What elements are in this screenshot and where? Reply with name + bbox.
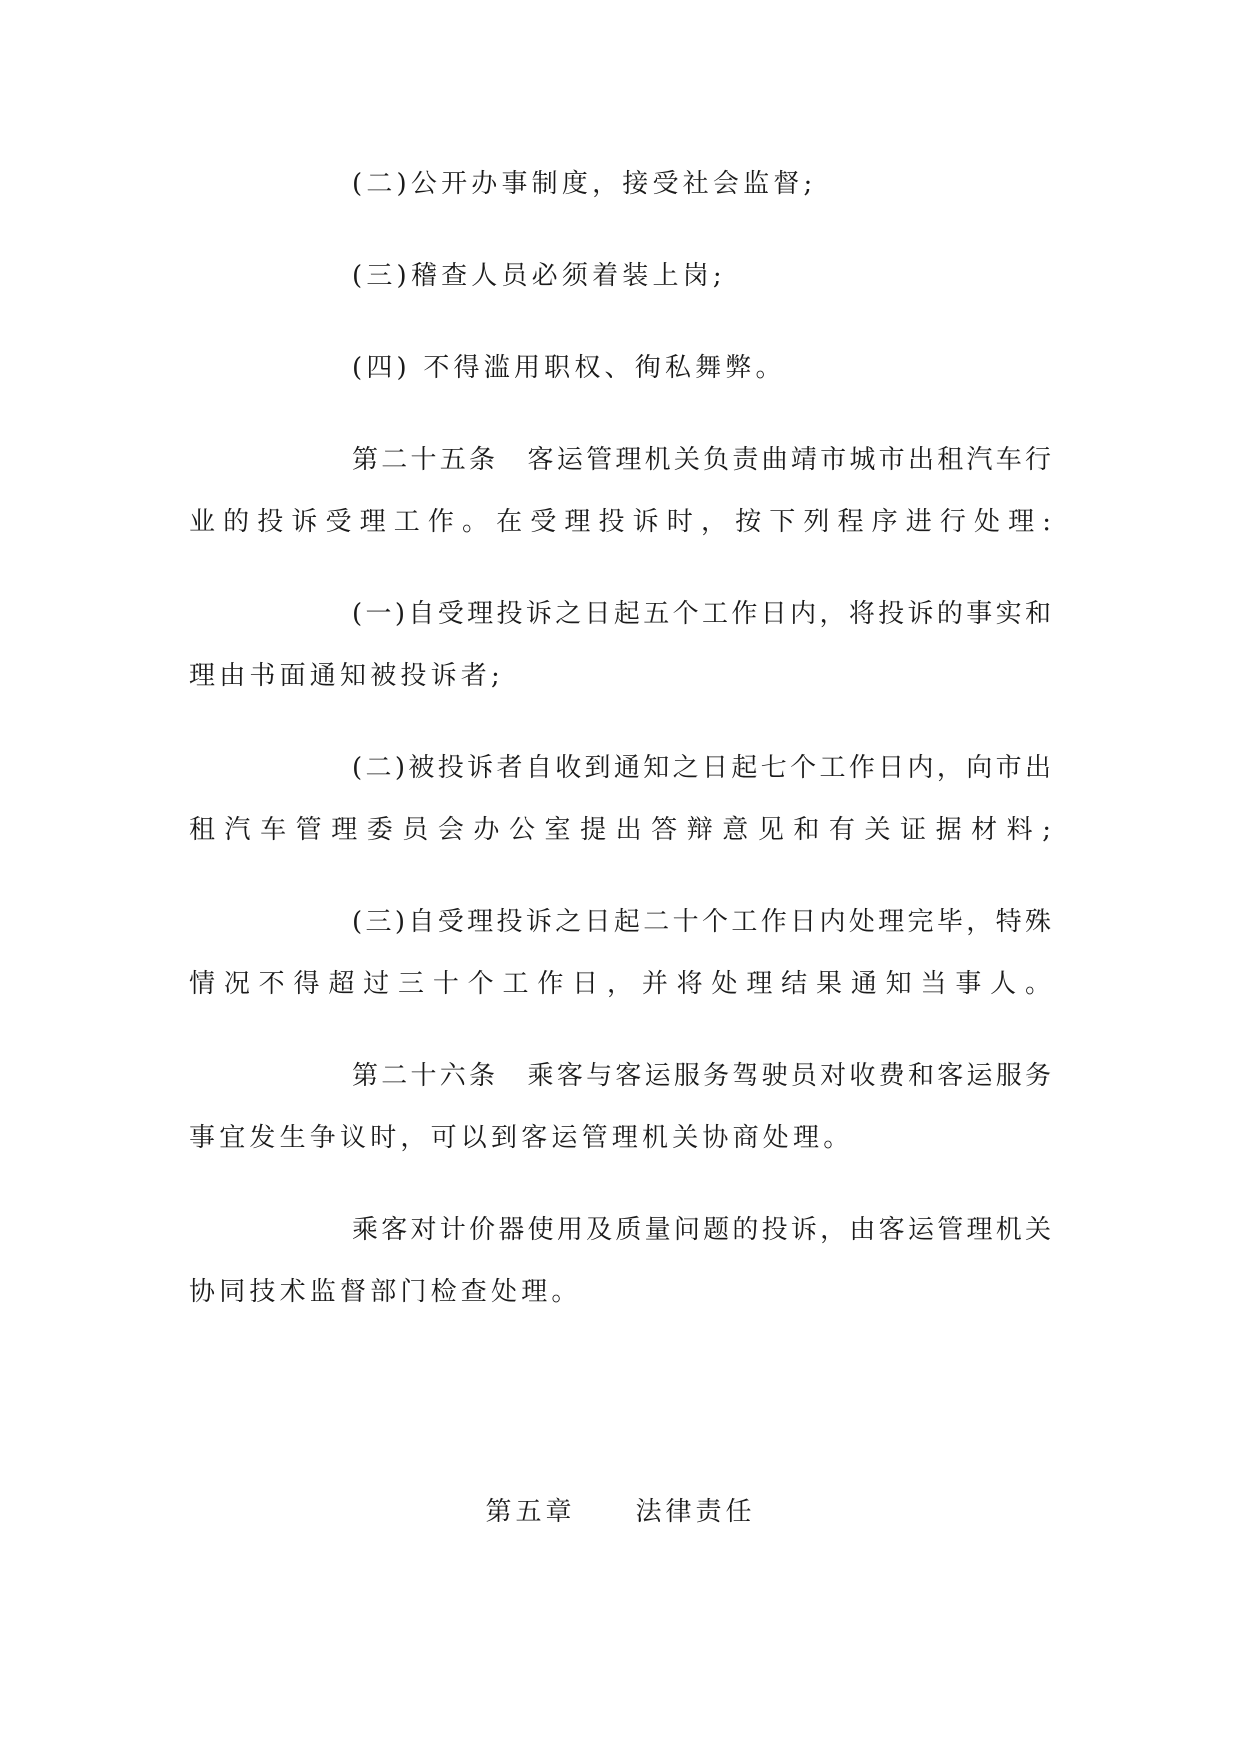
clause-3-uniform: (三)稽查人员必须着装上岗;: [352, 261, 726, 291]
article-25-line-1: 第二十五条 客运管理机关负责曲靖市城市出租汽车行: [352, 445, 1051, 475]
meter-complaint-line-2: 协同技术监督部门检查处理。: [189, 1277, 582, 1307]
procedure-2-line-2: 租汽车管理委员会办公室提出答辩意见和有关证据材料;: [189, 815, 1051, 845]
clause-2-open-procedures: (二)公开办事制度，接受社会监督;: [352, 169, 817, 199]
meter-complaint-line-1: 乘客对计价器使用及质量问题的投诉，由客运管理机关: [352, 1215, 1051, 1245]
procedure-1-line-2: 理由书面通知被投诉者;: [189, 661, 504, 691]
chapter-heading: 第五章 法律责任: [485, 1497, 756, 1527]
procedure-1-line-1: (一)自受理投诉之日起五个工作日内，将投诉的事实和: [352, 599, 1051, 629]
procedure-3-line-2: 情况不得超过三十个工作日，并将处理结果通知当事人。: [189, 969, 1051, 999]
article-26-line-2: 事宜发生争议时，可以到客运管理机关协商处理。: [189, 1123, 854, 1153]
procedure-3-line-1: (三)自受理投诉之日起二十个工作日内处理完毕，特殊: [352, 907, 1051, 937]
clause-4-no-abuse: (四) 不得滥用职权、徇私舞弊。: [352, 353, 786, 383]
article-26-line-1: 第二十六条 乘客与客运服务驾驶员对收费和客运服务: [352, 1061, 1051, 1091]
article-25-line-2: 业的投诉受理工作。在受理投诉时，按下列程序进行处理:: [189, 507, 1051, 537]
procedure-2-line-1: (二)被投诉者自收到通知之日起七个工作日内，向市出: [352, 753, 1051, 783]
